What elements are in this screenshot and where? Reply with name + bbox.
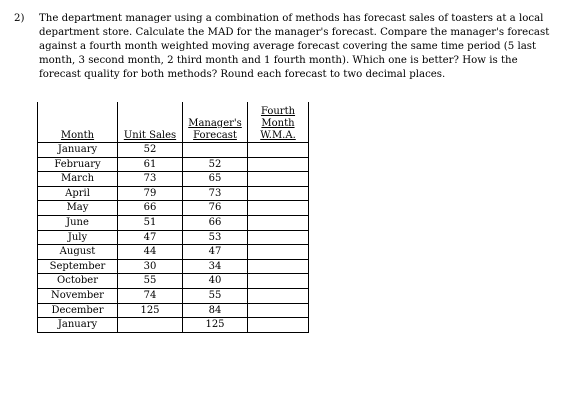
cell-wma bbox=[248, 143, 309, 158]
cell-wma bbox=[248, 201, 309, 216]
cell-unit-sales: 30 bbox=[118, 259, 183, 274]
cell-unit-sales: 125 bbox=[118, 303, 183, 318]
cell-month: August bbox=[38, 245, 118, 260]
cell-managers-forecast: 84 bbox=[183, 303, 248, 318]
cell-month: June bbox=[38, 215, 118, 230]
cell-wma bbox=[248, 274, 309, 289]
cell-wma bbox=[248, 288, 309, 303]
cell-month: October bbox=[38, 274, 118, 289]
table-row bbox=[38, 259, 309, 274]
cell-wma bbox=[248, 245, 309, 260]
table-row bbox=[38, 201, 309, 216]
cell-managers-forecast: 40 bbox=[183, 274, 248, 289]
cell-wma bbox=[248, 215, 309, 230]
cell-wma bbox=[248, 318, 309, 333]
table-row bbox=[38, 245, 309, 260]
table-row bbox=[38, 172, 309, 187]
cell-month: January bbox=[38, 143, 118, 158]
cell-wma bbox=[248, 303, 309, 318]
sales-forecast-table bbox=[37, 102, 309, 333]
cell-unit-sales: 79 bbox=[118, 186, 183, 201]
cell-wma bbox=[248, 186, 309, 201]
table-header-row bbox=[38, 102, 309, 143]
cell-managers-forecast: 125 bbox=[183, 318, 248, 333]
header-unit-sales: Unit Sales bbox=[118, 102, 183, 143]
table-row bbox=[38, 303, 309, 318]
cell-wma bbox=[248, 259, 309, 274]
cell-month: March bbox=[38, 172, 118, 187]
cell-unit-sales: 51 bbox=[118, 215, 183, 230]
table-row bbox=[38, 157, 309, 172]
cell-managers-forecast: 55 bbox=[183, 288, 248, 303]
table-row bbox=[38, 274, 309, 289]
cell-unit-sales: 47 bbox=[118, 230, 183, 245]
cell-unit-sales: 74 bbox=[118, 288, 183, 303]
cell-managers-forecast: 34 bbox=[183, 259, 248, 274]
cell-managers-forecast: 65 bbox=[183, 172, 248, 187]
cell-managers-forecast: 53 bbox=[183, 230, 248, 245]
header-managers-forecast: Manager's Forecast bbox=[183, 102, 248, 143]
header-month: Month bbox=[38, 102, 118, 143]
problem-text: The department manager using a combination of methods has forecast sales of toasters at a local department store. Calculate the MAD for the manager's forecast. Compare the manager's forecast against a fourth month weighted moving average forecast covering the same time period (5 last month, 3 second month, 2 third month and 1 fourth month). Which one is better? How is the forecast quality for both methods? Round each forecast to two decimal places. bbox=[39, 13, 550, 80]
problem-statement bbox=[14, 12, 554, 82]
cell-month: September bbox=[38, 259, 118, 274]
cell-unit-sales: 52 bbox=[118, 143, 183, 158]
table-row bbox=[38, 318, 309, 333]
table-row bbox=[38, 288, 309, 303]
cell-managers-forecast: 52 bbox=[183, 157, 248, 172]
cell-month: January bbox=[38, 318, 118, 333]
cell-month: February bbox=[38, 157, 118, 172]
cell-managers-forecast bbox=[183, 143, 248, 158]
cell-month: April bbox=[38, 186, 118, 201]
cell-unit-sales: 55 bbox=[118, 274, 183, 289]
problem-number: 2) bbox=[14, 13, 25, 24]
cell-month: December bbox=[38, 303, 118, 318]
cell-month: July bbox=[38, 230, 118, 245]
cell-managers-forecast: 47 bbox=[183, 245, 248, 260]
cell-managers-forecast: 76 bbox=[183, 201, 248, 216]
cell-managers-forecast: 73 bbox=[183, 186, 248, 201]
table-row bbox=[38, 230, 309, 245]
cell-wma bbox=[248, 157, 309, 172]
cell-unit-sales: 66 bbox=[118, 201, 183, 216]
cell-wma bbox=[248, 230, 309, 245]
cell-managers-forecast: 66 bbox=[183, 215, 248, 230]
cell-unit-sales bbox=[118, 318, 183, 333]
table-row bbox=[38, 186, 309, 201]
cell-month: May bbox=[38, 201, 118, 216]
table-row bbox=[38, 215, 309, 230]
cell-unit-sales: 61 bbox=[118, 157, 183, 172]
cell-month: November bbox=[38, 288, 118, 303]
cell-unit-sales: 44 bbox=[118, 245, 183, 260]
header-fourth-month-wma: Fourth Month W.M.A. bbox=[248, 102, 309, 143]
cell-unit-sales: 73 bbox=[118, 172, 183, 187]
table-row bbox=[38, 143, 309, 158]
cell-wma bbox=[248, 172, 309, 187]
